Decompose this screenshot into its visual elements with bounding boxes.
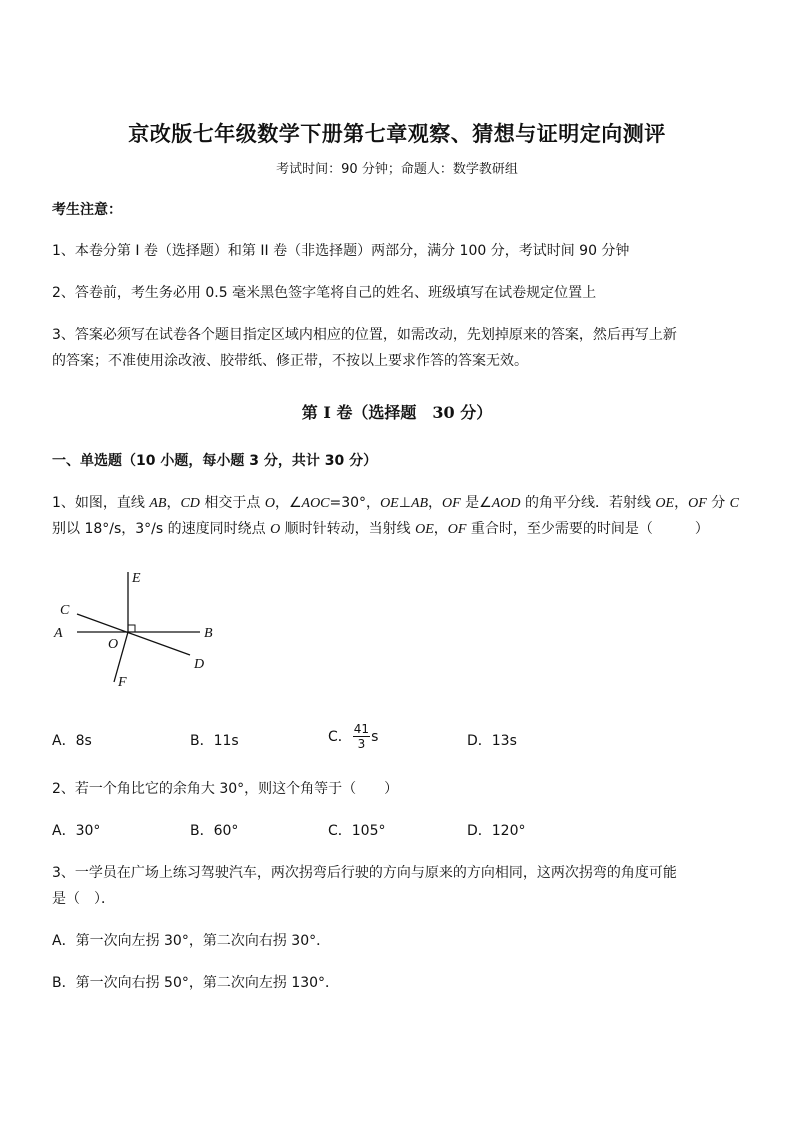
q1-math: AB [410,496,429,511]
notice-item-2: 2、答卷前，考生务必用 0.5 毫米黑色签字笔将自己的姓名、班级填写在试卷规定位置上 [52,285,597,301]
q1-math: OF [688,496,707,511]
notice-heading: 考生注意： [52,202,122,218]
line-cd [77,614,190,655]
q1-math: OF [442,496,461,511]
q2-stem: 2、若一个角比它的余角大 30°，则这个角等于（ ） [52,781,399,797]
page-title: 京改版七年级数学下册第七章观察、猜想与证明定向测评 [128,121,666,146]
q1-math: OF [447,522,467,537]
q1-text: ， [428,495,443,511]
notice-item-3-cont: 的答案；不准使用涂改液、胶带纸、修正带，不按以上要求作答的答案无效。 [52,353,528,369]
q3-option-b: B．第一次向右拐 50°，第二次向左拐 130°． [52,975,340,991]
q1-option-a: A．8s [52,733,92,749]
part-title: 一、单选题（10 小题，每小题 3 分，共计 30 分） [52,453,378,469]
q1-text: 的角平分线．若射线 [520,495,656,511]
q1-text: 别以 18°/s，3°/s 的速度同时绕点 [52,521,271,537]
q1-option-c [328,722,378,751]
q1-text: ， [433,521,448,537]
q1-text: 1、如图，直线 [52,495,150,511]
q3-stem-line2: 是（ ）． [52,891,115,907]
option-c-suffix: s [371,728,379,745]
q1-stem-line1 [52,493,739,514]
q1-text: 相交于点 [199,495,265,511]
q1-text: ， [674,495,689,511]
q2-option-d: D．120° [467,823,526,839]
notice-item-3: 3、答案必须写在试卷各个题目指定区域内相应的位置，如需改动，先划掉原来的答案，然后再写上新 [52,327,677,343]
q2-option-b: B．60° [190,823,239,839]
q1-text: ⊥ [398,495,411,511]
label-c: C [60,603,70,618]
label-f: F [118,675,127,690]
q1-option-b: B．11s [190,733,239,749]
fraction-denominator: 3 [357,737,366,751]
section-title: 第 I 卷（选择题 30 分） [301,403,493,422]
q1-geometry-figure [50,562,230,692]
label-d: D [194,657,205,672]
q1-math: OE [655,496,675,511]
q3-stem-line1: 3、一学员在广场上练习驾驶汽车，两次拐弯后行驶的方向与原来的方向相同，这两次拐弯的角度可能 [52,865,677,881]
q2-option-a: A．30° [52,823,101,839]
q2-option-c: C．105° [328,823,386,839]
q1-math: AB [149,496,167,511]
q1-math: OE [380,496,399,511]
q1-text: ，∠ [274,495,302,511]
q1-text: 重合时，至少需要的时间是（ ） [466,521,709,537]
q1-math: O [270,522,281,537]
q1-math: O [264,496,275,511]
label-o: O [108,637,119,652]
q1-math: AOD [491,496,521,511]
label-a: A [54,626,63,641]
q1-text: =30°， [329,495,381,511]
q1-math: OE [415,522,434,537]
q1-stem-line2 [52,519,709,540]
q1-text: 分 [706,495,730,511]
label-e: E [132,571,141,586]
q1-option-d: D．13s [467,733,517,749]
q1-math: C [729,496,740,511]
label-b: B [204,626,213,641]
q1-text: 是∠ [460,495,492,511]
option-c-prefix: C． [328,728,352,745]
notice-item-1: 1、本卷分第 I 卷（选择题）和第 II 卷（非选择题）两部分，满分 100 分，考试时间 90 分钟 [52,243,630,259]
q1-text: ， [166,495,181,511]
q3-option-a: A．第一次向左拐 30°，第二次向右拐 30°． [52,933,331,949]
fraction [353,722,370,751]
fraction-numerator: 41 [353,722,370,736]
right-angle-mark [128,625,135,632]
exam-info: 考试时间：90 分钟；命题人：数学教研组 [276,162,518,177]
q1-text: 顺时针转动，当射线 [280,521,416,537]
q1-math: CD [180,496,200,511]
q1-math: AOC [301,496,330,511]
